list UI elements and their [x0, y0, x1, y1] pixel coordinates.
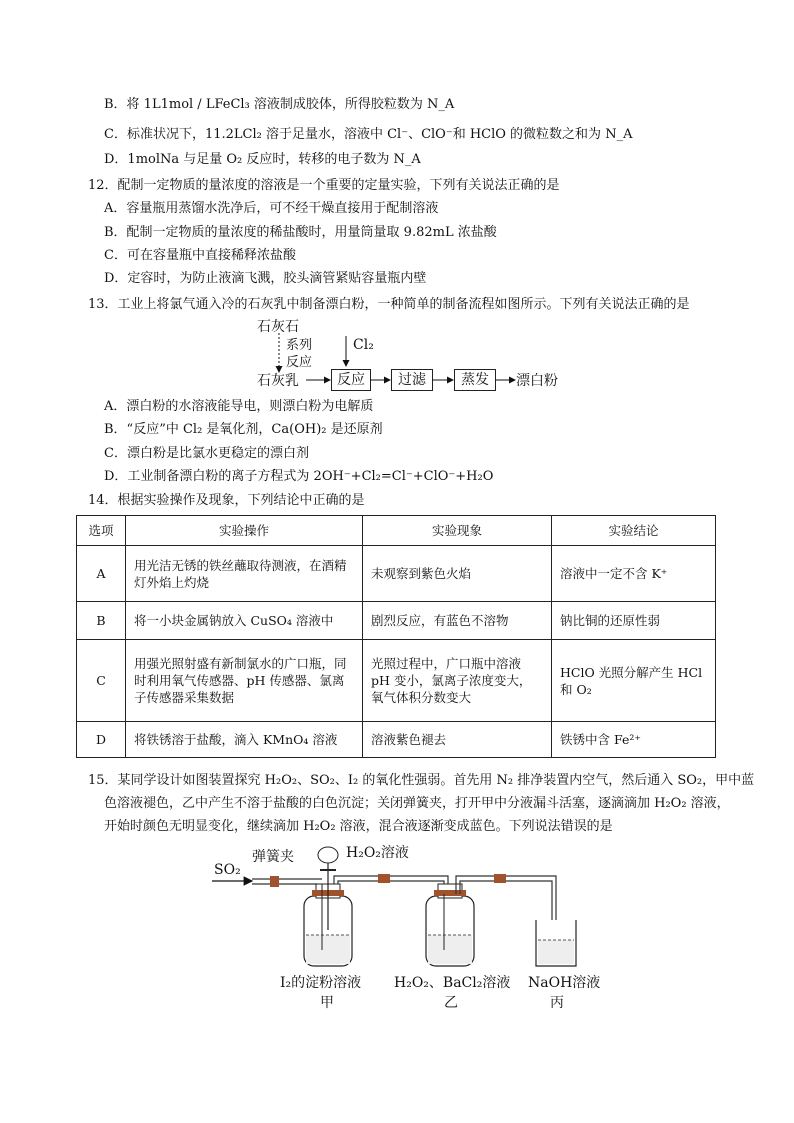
q12-stem: 12．配制一定物质的量浓度的溶液是一个重要的定量实验，下列有关说法正确的是	[88, 178, 560, 193]
flow-limestone: 石灰石	[257, 319, 299, 335]
q12-option-d: D．定容时，为防止液滴飞溅，胶头滴管紧贴容量瓶内壁	[104, 271, 427, 286]
q11-option-b: B．将 1L1mol / LFeCl₃ 溶液制成胶体，所得胶粒数为 N_A	[104, 97, 455, 112]
q14-stem: 14．根据实验操作及现象，下列结论中正确的是	[88, 493, 365, 508]
label-flask2-name: 乙	[444, 995, 458, 1011]
flow-lime-milk: 石灰乳	[257, 373, 299, 389]
label-h2o2: H₂O₂溶液	[346, 845, 409, 861]
flow-series-label: 系列	[286, 338, 313, 353]
q12-option-c: C．可在容量瓶中直接稀释浓盐酸	[104, 248, 296, 263]
cell-operation: 用光洁无锈的铁丝蘸取待测液，在酒精灯外焰上灼烧	[126, 546, 363, 602]
label-beaker: NaOH溶液	[528, 975, 601, 991]
q12-option-b: B．配制一定物质的量浓度的稀盐酸时，用量筒量取 9.82mL 浓盐酸	[104, 225, 497, 240]
q13-option-b: B．“反应”中 Cl₂ 是氧化剂，Ca(OH)₂ 是还原剂	[104, 422, 383, 437]
q13-option-a: A．漂白粉的水溶液能导电，则漂白粉为电解质	[104, 399, 374, 414]
cell-conclusion: 钠比铜的还原性弱	[552, 602, 716, 640]
cell-phenomenon: 光照过程中，广口瓶中溶液 pH 变小，氯离子浓度变大，氧气体积分数变大	[363, 640, 552, 722]
label-flask1-name: 甲	[320, 995, 334, 1011]
cell-phenomenon: 溶液紫色褪去	[363, 722, 552, 758]
cell-conclusion: HClO 光照分解产生 HCl 和 O₂	[552, 640, 716, 722]
flow-box-react: 反应	[331, 369, 371, 391]
q15-stem-line1: 15．某同学设计如图装置探究 H₂O₂、SO₂、I₂ 的氧化性强弱。首先用 N₂ 排净装置内空气，然后通入 SO₂，甲中蓝	[88, 773, 755, 788]
q15-stem-line3: 开始时颜色无明显变化，继续滴加 H₂O₂ 溶液，混合液逐渐变成蓝色。下列说法错误的是	[104, 819, 613, 834]
label-flask2: H₂O₂、BaCl₂溶液	[394, 975, 511, 991]
q15-stem-line2: 色溶液褪色，乙中产生不溶于盐酸的白色沉淀；关闭弹簧夹，打开甲中分液漏斗活塞，逐滴滴加 H₂O₂ 溶液，	[104, 796, 730, 811]
q13-stem: 13．工业上将氯气通入冷的石灰乳中制备漂白粉，一种简单的制备流程如图所示。下列有关说法正确的是	[88, 297, 690, 312]
cell-option: D	[77, 722, 126, 758]
flow-arrows	[250, 330, 540, 390]
q13-option-c: C．漂白粉是比氯水更稳定的漂白剂	[104, 446, 309, 461]
label-clamp: 弹簧夹	[252, 849, 294, 865]
q14-table	[76, 515, 716, 758]
cell-option: C	[77, 640, 126, 722]
table-row	[77, 640, 716, 722]
table-row	[77, 722, 716, 758]
q12-option-a: A．容量瓶用蒸馏水洗净后，可不经干燥直接用于配制溶液	[104, 201, 439, 216]
label-so2: SO₂	[214, 862, 241, 878]
cell-operation: 将一小块金属钠放入 CuSO₄ 溶液中	[126, 602, 363, 640]
label-beaker-name: 丙	[550, 995, 564, 1011]
header-conclusion: 实验结论	[552, 516, 716, 546]
table-row	[77, 602, 716, 640]
q11-option-c: C．标准状况下，11.2LCl₂ 溶于足量水，溶液中 Cl⁻、ClO⁻和 HClO 的微粒数之和为 N_A	[104, 127, 633, 142]
header-option: 选项	[77, 516, 126, 546]
cell-option: B	[77, 602, 126, 640]
header-phenomenon: 实验现象	[363, 516, 552, 546]
flow-reaction-label: 反应	[286, 355, 313, 370]
cell-conclusion: 溶液中一定不含 K⁺	[552, 546, 716, 602]
cell-conclusion: 铁锈中含 Fe²⁺	[552, 722, 716, 758]
q13-option-d: D．工业制备漂白粉的离子方程式为 2OH⁻+Cl₂=Cl⁻+ClO⁻+H₂O	[104, 469, 494, 484]
flow-cl2: Cl₂	[353, 337, 374, 353]
cell-operation: 将铁锈溶于盐酸，滴入 KMnO₄ 溶液	[126, 722, 363, 758]
separatory-funnel	[318, 847, 338, 863]
header-operation: 实验操作	[126, 516, 363, 546]
spring-clamp	[270, 876, 279, 887]
flow-product: 漂白粉	[516, 373, 558, 389]
table-header-row	[77, 516, 716, 546]
cell-phenomenon: 未观察到紫色火焰	[363, 546, 552, 602]
table-row	[77, 546, 716, 602]
label-flask1: I₂的淀粉溶液	[280, 975, 362, 991]
cell-option: A	[77, 546, 126, 602]
cell-operation: 用强光照射盛有新制氯水的广口瓶，同时利用氧气传感器、pH 传感器、氯离子传感器采集数据	[126, 640, 363, 722]
flow-box-filter: 过滤	[391, 369, 433, 391]
flow-box-evap: 蒸发	[454, 369, 496, 391]
cell-phenomenon: 剧烈反应，有蓝色不溶物	[363, 602, 552, 640]
q15-apparatus-diagram	[200, 840, 620, 1020]
q11-option-d: D．1molNa 与足量 O₂ 反应时，转移的电子数为 N_A	[104, 152, 421, 167]
